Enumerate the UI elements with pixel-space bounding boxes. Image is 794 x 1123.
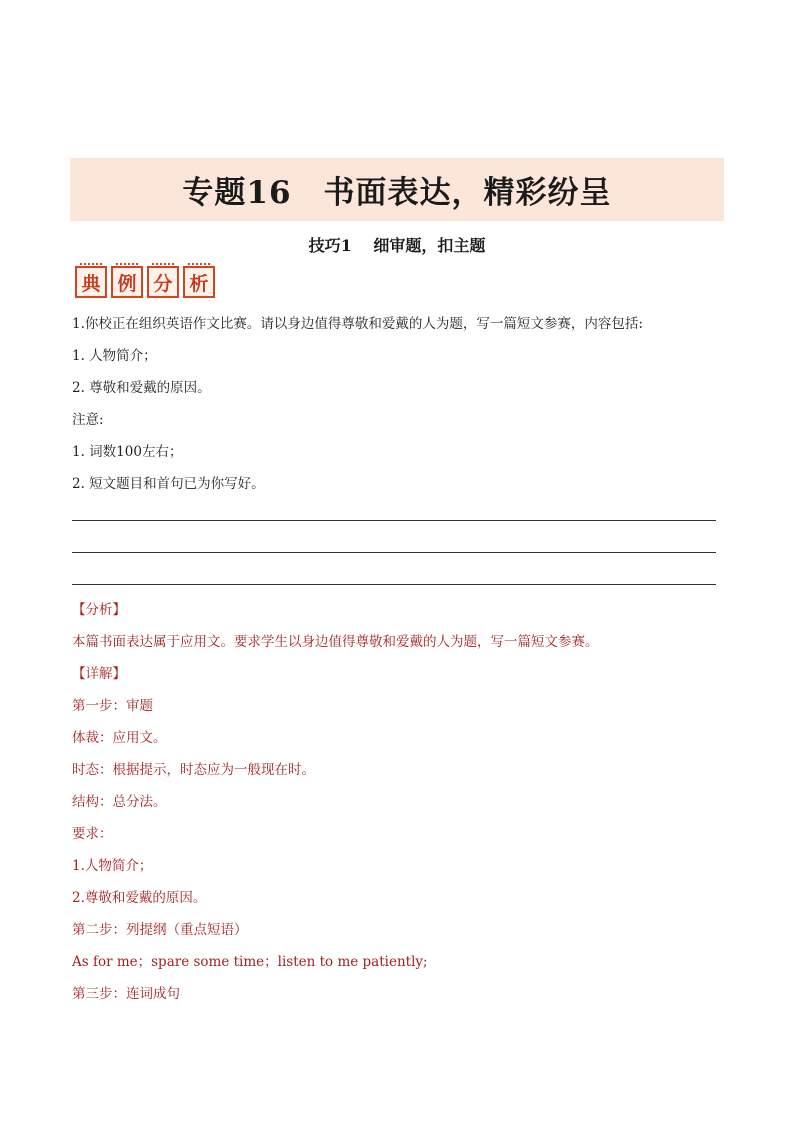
badge-stamp: 例 xyxy=(111,266,143,298)
detail-line: 要求： xyxy=(72,826,113,842)
note-label: 注意: xyxy=(72,412,104,428)
note-item: 1. 词数100左右； xyxy=(72,444,183,460)
section-subtitle: 技巧1 细审题，扣主题 xyxy=(308,236,486,255)
detail-line: 1.人物简介； xyxy=(72,858,153,874)
question-item: 2. 尊敬和爱戴的原因。 xyxy=(72,380,211,396)
answer-line xyxy=(72,584,716,585)
example-analysis-badges xyxy=(75,266,215,298)
detail-line: 时态：根据提示，时态应为一般现在时。 xyxy=(72,762,315,778)
page-title: 专题16 书面表达，精彩纷呈 xyxy=(182,175,612,211)
note-item: 2. 短文题目和首句已为你写好。 xyxy=(72,476,265,492)
detail-line: 第三步：连词成句 xyxy=(72,986,180,1002)
detail-line: 结构：总分法。 xyxy=(72,794,167,810)
detail-line: 2.尊敬和爱戴的原因。 xyxy=(72,890,207,906)
detail-line: 第二步：列提纲（重点短语） xyxy=(72,922,248,938)
detail-line: 体裁：应用文。 xyxy=(72,730,167,746)
analysis-label: 【分析】 xyxy=(72,602,126,618)
badge-stamp: 分 xyxy=(147,266,179,298)
detail-line: 第一步：审题 xyxy=(72,698,153,714)
analysis-text: 本篇书面表达属于应用文。要求学生以身边值得尊敬和爱戴的人为题，写一篇短文参赛。 xyxy=(72,634,599,650)
badge-stamp: 典 xyxy=(75,266,107,298)
answer-line xyxy=(72,552,716,553)
title-band xyxy=(70,158,724,221)
answer-line xyxy=(72,520,716,521)
question-prompt: 1.你校正在组织英语作文比赛。请以身边值得尊敬和爱戴的人为题，写一篇短文参赛，内容包括: xyxy=(72,316,643,332)
question-item: 1. 人物简介； xyxy=(72,348,157,364)
detail-line: As for me；spare some time；listen to me patiently; xyxy=(72,954,428,970)
badge-stamp: 析 xyxy=(183,266,215,298)
detail-label: 【详解】 xyxy=(72,666,126,682)
